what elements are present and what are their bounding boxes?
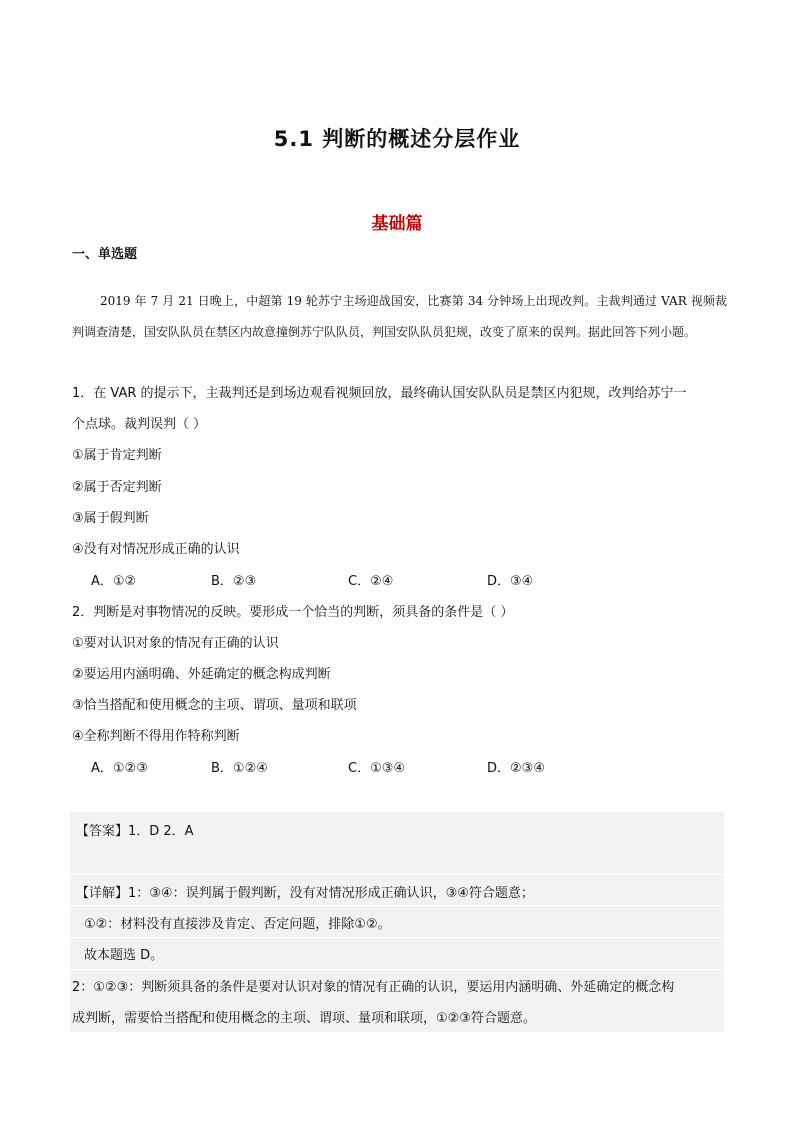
q1-stem-line2: 个点球。裁判误判（ ）: [72, 417, 207, 432]
q2-option-a[interactable]: A．①②③: [91, 761, 148, 776]
q2-option-c[interactable]: C．①③④: [348, 761, 406, 776]
detail-q1-b: ①②：材料没有直接涉及肯定、否定问题，排除①②。: [84, 917, 391, 932]
detail-q2-b: 成判断，需要恰当搭配和使用概念的主项、谓项、量项和联项，①②③符合题意。: [72, 1011, 536, 1026]
q2-item-2: ②要运用内涵明确、外延确定的概念构成判断: [72, 667, 331, 682]
answer-box: [70, 812, 724, 1032]
q1-option-b[interactable]: B．②③: [211, 574, 257, 589]
answer-divider: [70, 969, 724, 970]
q2-option-d[interactable]: D．②③④: [487, 761, 545, 776]
question-type-heading: 一、单选题: [72, 247, 138, 262]
q2-item-1: ①要对认识对象的情况有正确的认识: [72, 636, 279, 651]
q1-item-3: ③属于假判断: [72, 511, 149, 526]
q1-option-d[interactable]: D．③④: [487, 574, 534, 589]
q1-item-1: ①属于肯定判断: [72, 448, 162, 463]
q1-option-a[interactable]: A．①②: [91, 574, 137, 589]
q1-item-2: ②属于否定判断: [72, 480, 162, 495]
reading-passage: 2019 年 7 月 21 日晚上，中超第 19 轮苏宁主场迎战国安，比赛第 34 分钟场上出现改判。主裁判通过 VAR 视频裁判调查清楚，国安队队员在禁区内故意撞倒苏宁队队员，判国安队队员犯规，改变了原来的误判。据此回答下列小题。: [72, 294, 727, 339]
page-title: 5.1 判断的概述分层作业: [273, 127, 521, 151]
detail-line: 【详解】1：③④：误判属于假判断，没有对情况形成正确认识，③④符合题意；: [76, 886, 534, 901]
section-title: 基础篇: [371, 214, 423, 234]
q1-option-c[interactable]: C．②④: [348, 574, 394, 589]
q2-stem: 2．判断是对事物情况的反映。要形成一个恰当的判断，须具备的条件是（ ）: [72, 605, 514, 620]
answer-divider: [70, 874, 724, 875]
q2-item-3: ③恰当搭配和使用概念的主项、谓项、量项和联项: [72, 698, 357, 713]
answer-line: 【答案】1．D 2．A: [76, 824, 194, 839]
q2-option-b[interactable]: B．①②④: [211, 761, 268, 776]
detail-q1-c: 故本题选 D。: [84, 948, 164, 963]
q1-stem-line1: 1．在 VAR 的提示下，主裁判还是到场边观看视频回放，最终确认国安队队员是禁区内犯规，改判给苏宁一: [72, 386, 687, 401]
q2-item-4: ④全称判断不得用作特称判断: [72, 729, 240, 744]
q1-item-4: ④没有对情况形成正确的认识: [72, 542, 240, 557]
answer-divider: [70, 937, 724, 938]
detail-q2-a: 2：①②③：判断须具备的条件是要对认识对象的情况有正确的认识，要运用内涵明确、外延确定的概念构: [72, 980, 675, 995]
answer-divider: [70, 905, 724, 906]
